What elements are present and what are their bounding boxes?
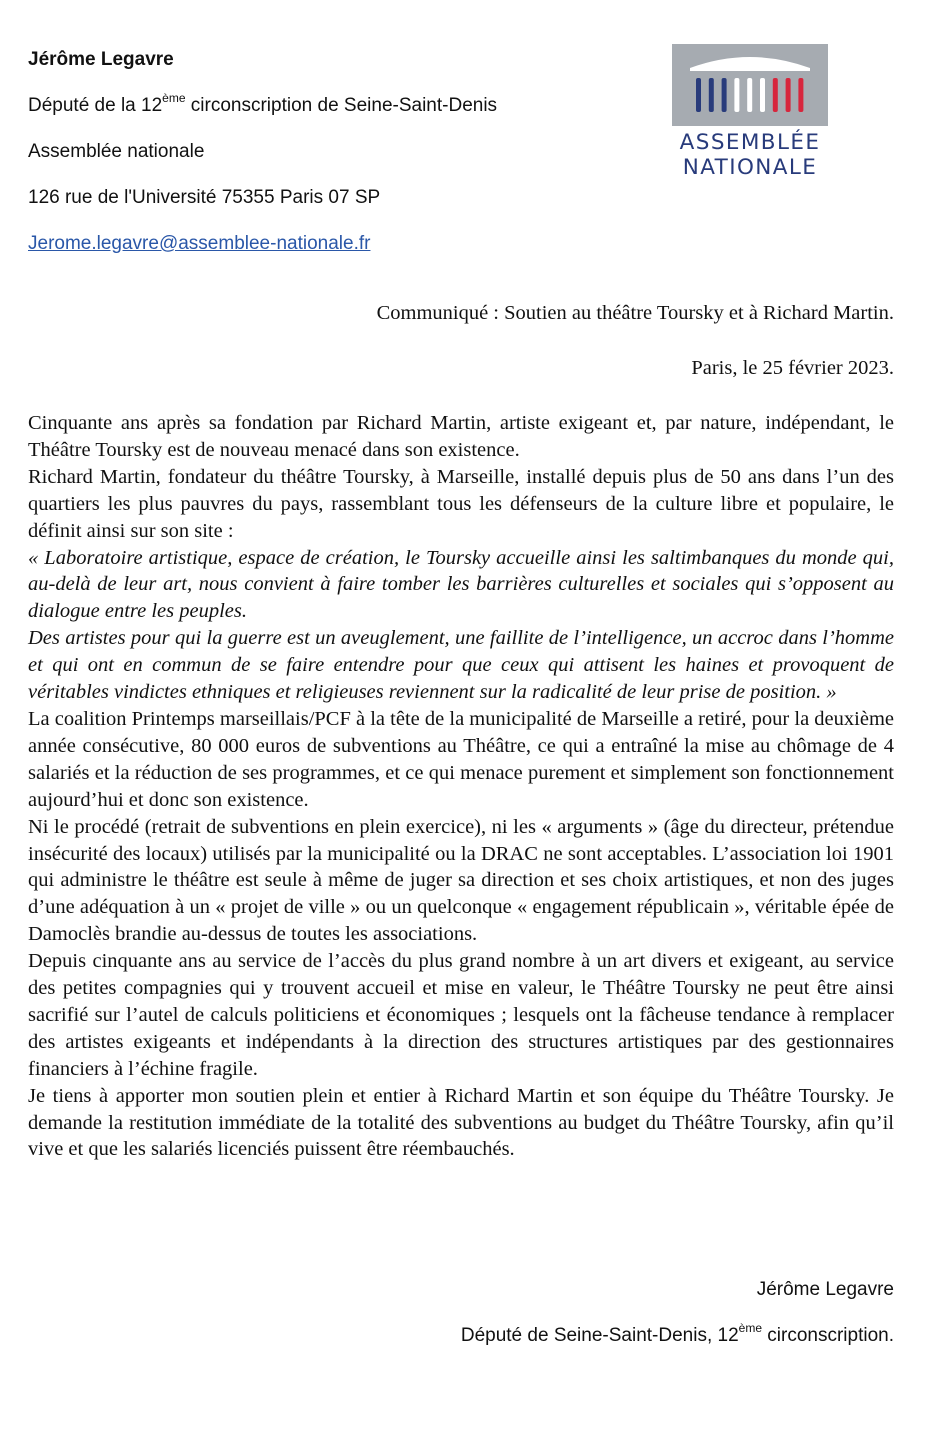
- body-paragraph-1: Cinquante ans après sa fondation par Richard Martin, artiste exigeant et, par nature, indépendant, le Théâtre Toursky est de nouveau menacé dans son existence.: [28, 412, 894, 461]
- sender-title: Député de la 12ème circonscription de Seine-Saint-Denis: [28, 90, 498, 116]
- logo-text-line1: ASSEMBLÉE: [679, 130, 821, 155]
- signature-name: Jérôme Legavre: [756, 1279, 894, 1300]
- communique-title: Communiqué : Soutien au théâtre Toursky et à Richard Martin.: [376, 302, 894, 324]
- sender-email-link[interactable]: Jerome.legavre@assemblee-nationale.fr: [28, 233, 371, 254]
- signature-title: Député de Seine-Saint-Denis, 12ème circonscription.: [460, 1320, 894, 1346]
- sender-name: Jérôme Legavre: [28, 49, 174, 70]
- body-paragraph-6: Je tiens à apporter mon soutien plein et entier à Richard Martin et son équipe du Théâtre Toursky. Je demande la restitution immédiate de la totalité des subventions au budget du Théâtre Toursky, afin qu’il vive et que les salariés licenciés puissent être réembauchés.: [28, 1084, 894, 1161]
- body-paragraph-3: La coalition Printemps marseillais/PCF à la tête de la municipalité de Marseille a retiré, pour la deuxième année consécutive, 80 000 euros de subventions au Théâtre, ce qui a entraîné la mise au chômage de 4 salariés et la réduction de ses programmes, et ce qui menace purement et simplement son fonctionnement aujourd’hui et donc son existence.: [28, 707, 894, 811]
- logo-column: [722, 78, 727, 112]
- body-quote-2: Des artistes pour qui la guerre est un aveuglement, une faillite de l’intelligence, un accroc dans l’homme et qui ont en commun de se faire entendre pour que ceux qui attisent les haines et provoquent de véritables vindictes ethniques et religieuses reviennent sur la radicalité de leur prise de position. »: [28, 627, 894, 704]
- logo-column: [773, 78, 778, 112]
- assemblee-nationale-logo: [672, 44, 828, 184]
- logo-column: [709, 78, 714, 112]
- body-paragraph-2: Richard Martin, fondateur du théâtre Toursky, à Marseille, installé depuis plus de 50 ans dans l’un des quartiers les plus pauvres du pays, rassemblant tous les défenseurs de la culture libre et populaire, le définit ainsi sur son site :: [28, 465, 894, 542]
- logo-column: [734, 78, 739, 112]
- sender-block: [28, 44, 628, 274]
- logo-column: [696, 78, 701, 112]
- sender-address: 126 rue de l'Université 75355 Paris 07 SP: [28, 187, 381, 208]
- logo-column: [760, 78, 765, 112]
- letter-body: [28, 410, 894, 1163]
- body-quote-1: « Laboratoire artistique, espace de création, le Toursky accueille ainsi les saltimbanques du monde qui, au-delà de leur art, nous convient à faire tomber les barrières culturelles et sociales qui s’opposent au dialogue entre les peuples.: [28, 546, 894, 623]
- logo-column: [747, 78, 752, 112]
- date-line: Paris, le 25 février 2023.: [691, 357, 894, 379]
- body-paragraph-5: Depuis cinquante ans au service de l’accès du plus grand nombre à un art divers et exigeant, au service des petites compagnies qui y trouvent accueil et mise en valeur, le Théâtre Toursky ne peut être ainsi sacrifié sur l’autel de calculs politiciens et économiques ; lesquels ont la fâcheuse tendance à remplacer des artistes exigeants et indépendants à la direction des structures artistiques par des gestionnaires financiers à l’échine fragile.: [28, 950, 894, 1080]
- body-paragraph-4: Ni le procédé (retrait de subventions en plein exercice), ni les « arguments » (âge du directeur, prétendue insécurité des locaux) utilisés par la municipalité ou la DRAC ne sont acceptables. L’association loi 1901 qui administre le théâtre est seule à même de juger sa direction et ses choix artistiques, et non des juges d’une adéquation à un « projet de ville » ou un quelconque « engagement républicain », véritable épée de Damoclès brandie au-dessus de toutes les associations.: [28, 815, 894, 946]
- logo-text-line2: NATIONALE: [682, 155, 818, 180]
- sender-institution: Assemblée nationale: [28, 141, 205, 162]
- assemblee-nationale-logo-icon: [672, 44, 828, 126]
- logo-column: [786, 78, 791, 112]
- logo-column: [798, 78, 803, 112]
